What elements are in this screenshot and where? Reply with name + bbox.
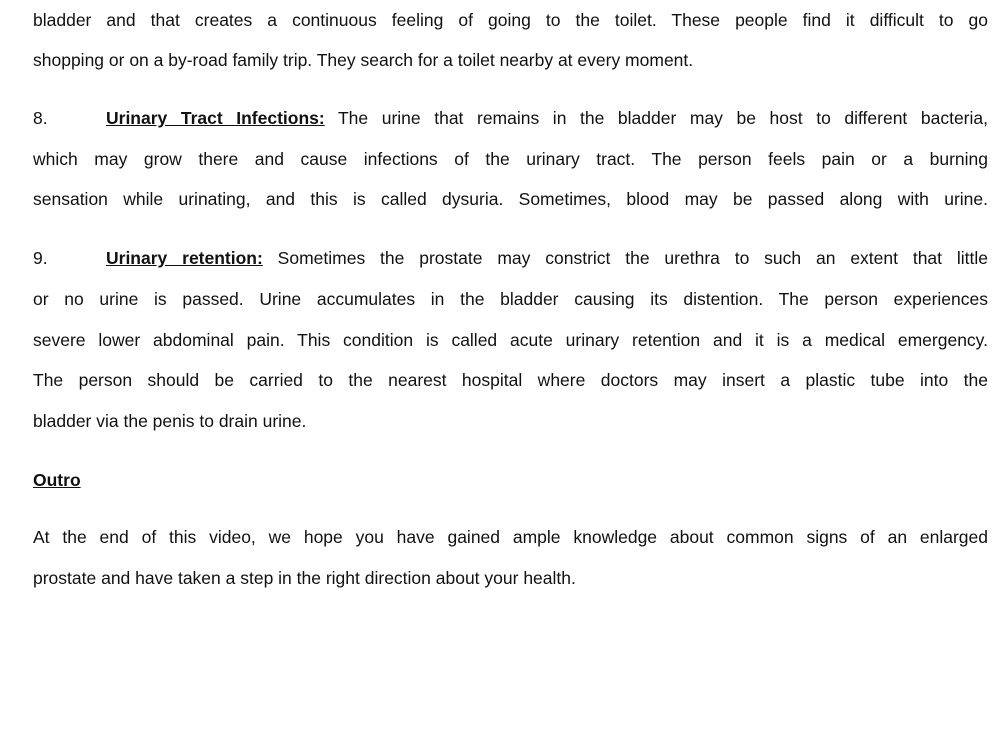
item-9-line-3: severe lower abdominal pain. This condition is called acute urinary retention and it is a medical emergency. — [33, 330, 988, 350]
item-9-number: 9. — [33, 248, 48, 268]
item-9-line-2: or no urine is passed. Urine accumulates in the bladder causing its distention. The person experiences — [33, 289, 988, 309]
outro-line-1: At the end of this video, we hope you have gained ample knowledge about common signs of an enlarged — [33, 527, 988, 547]
intro-line-1: bladder and that creates a continuous feeling of going to the toilet. These people find it difficult to go — [33, 10, 988, 30]
item-8-number: 8. — [33, 108, 48, 128]
item-9-line-5: bladder via the penis to drain urine. — [33, 411, 307, 431]
item-8-line-2: which may grow there and cause infections of the urinary tract. The person feels pain or a burning — [33, 149, 988, 169]
intro-line-2: shopping or on a by-road family trip. They search for a toilet nearby at every moment. — [33, 50, 694, 70]
outro-line-2: prostate and have taken a step in the right direction about your health. — [33, 568, 576, 588]
item-8-heading: Urinary Tract Infections: — [106, 108, 325, 128]
outro-heading — [33, 468, 988, 492]
item-8-first-line — [106, 106, 988, 130]
outro-heading-text: Outro — [33, 470, 81, 490]
item-9-line-4: The person should be carried to the nearest hospital where doctors may insert a plastic tube into the — [33, 370, 988, 390]
item-8-first-line-text: The urine that remains in the bladder may be host to different bacteria, — [324, 108, 988, 128]
item-8-line-3: sensation while urinating, and this is called dysuria. Sometimes, blood may be passed along with urine. — [33, 189, 988, 209]
item-9-heading: Urinary retention: — [106, 248, 263, 268]
item-9-first-line-text: Sometimes the prostate may constrict the urethra to such an extent that little — [262, 248, 989, 268]
item-9-first-line — [106, 246, 988, 270]
